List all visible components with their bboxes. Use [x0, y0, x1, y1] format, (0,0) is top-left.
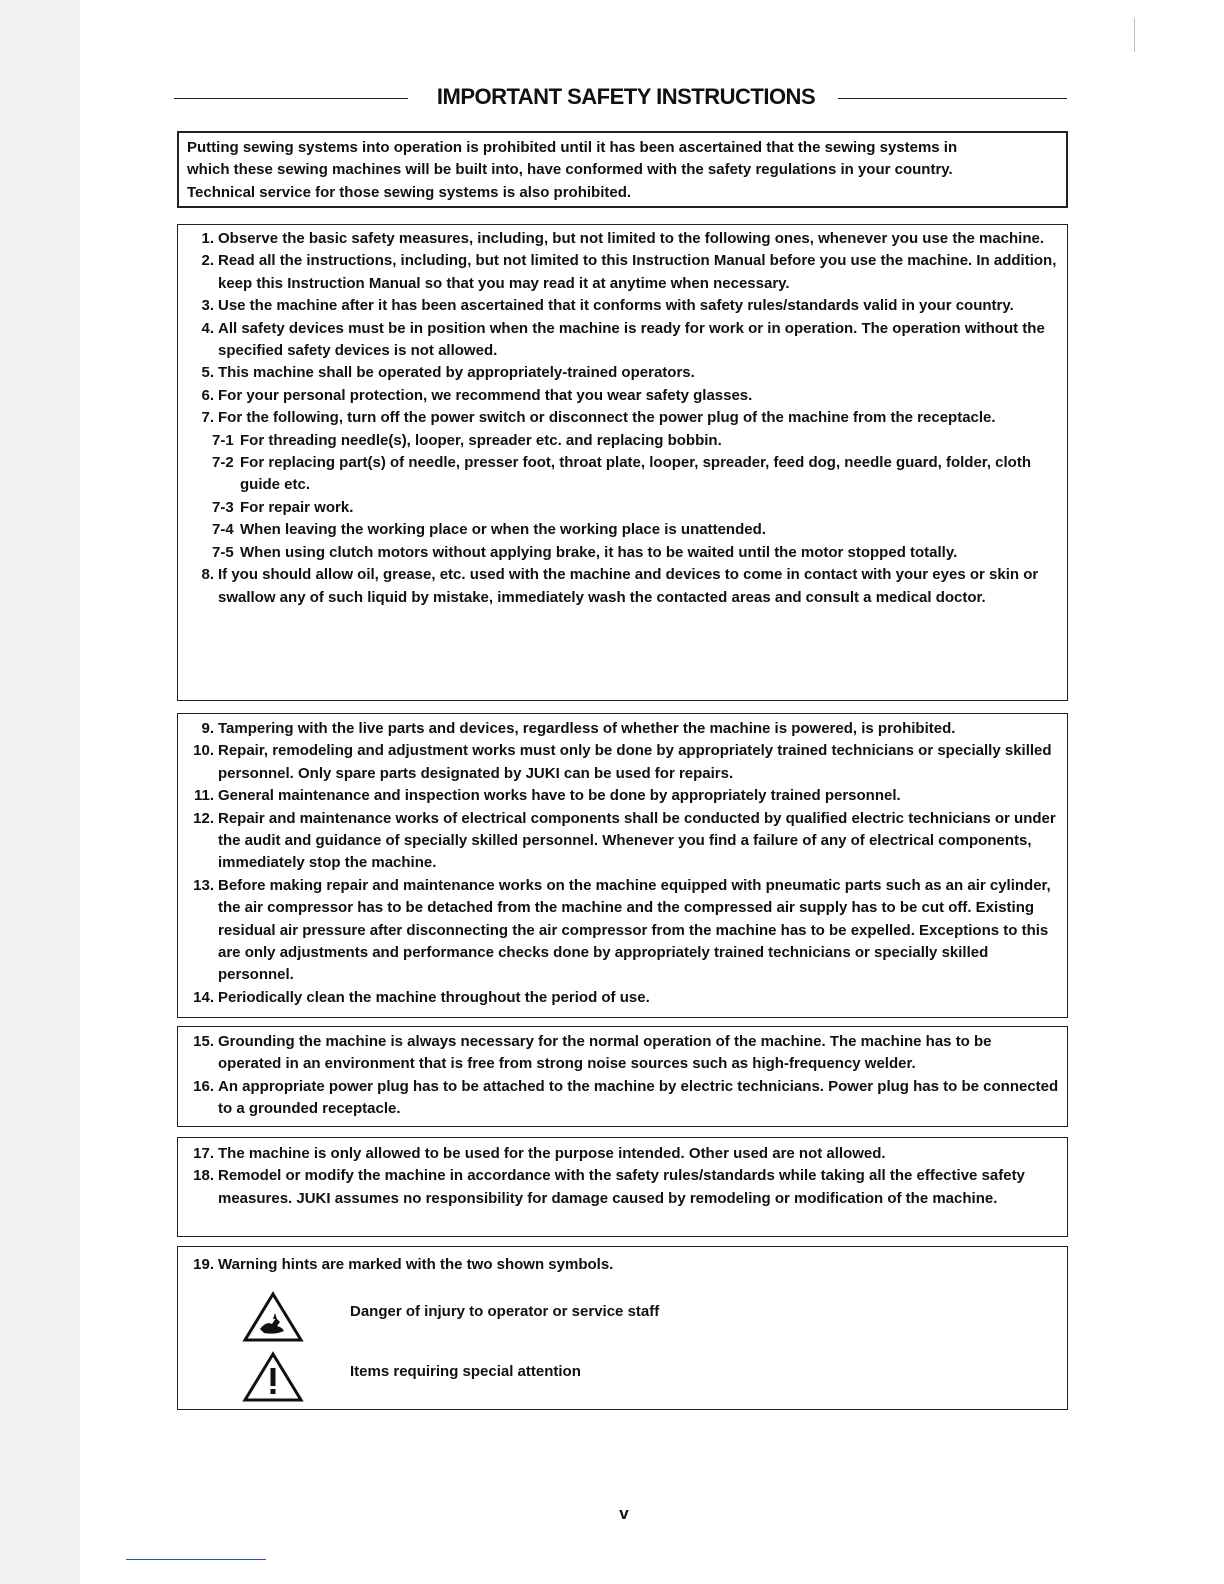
title-rule-right [838, 98, 1067, 99]
sub-item-number: 7-5 [212, 543, 234, 561]
instruction-box-5 [177, 1246, 1068, 1410]
title-rule-left [174, 98, 408, 99]
item-number: 13. [193, 876, 214, 894]
item-text: If you should allow oil, grease, etc. used with the machine and devices to come in contact with your eyes or skin or swallow any of such liquid by mistake, immediately wash the contacted areas and consult a medical doctor. [218, 566, 1039, 606]
item-number: 9. [201, 720, 214, 737]
item-text: For the following, turn off the power switch or disconnect the power plug of the machine from the receptacle. [218, 409, 996, 427]
instruction-box-2 [177, 713, 1068, 1018]
item-number: 2. [201, 252, 214, 270]
item-number: 1. [201, 230, 214, 247]
sub-item [178, 542, 1059, 564]
item-text: Warning hints are marked with the two shown symbols. [218, 1256, 614, 1273]
item-number: 14. [193, 988, 214, 1006]
sub-item-number: 7-3 [212, 498, 234, 516]
item-number: 15. [193, 1033, 214, 1050]
sub-item [178, 519, 1059, 541]
intro-line: Technical service for those sewing systems is also prohibited. [187, 183, 632, 201]
symbol-label: Items requiring special attention [350, 1363, 581, 1380]
sub-item-text: For threading needle(s), looper, spreader etc. and replacing bobbin. [240, 431, 722, 449]
item-number: 19. [193, 1256, 214, 1273]
item-text: General maintenance and inspection works have to be done by appropriately trained personnel. [218, 787, 901, 805]
sub-item-number: 7-1 [212, 431, 234, 449]
item-text: Tampering with the live parts and devices, regardless of whether the machine is powered, is prohibited. [218, 720, 956, 737]
instruction-box-3 [177, 1026, 1068, 1127]
list-item [178, 785, 1059, 807]
intro-box [177, 131, 1068, 208]
list-item [178, 250, 1059, 295]
item-number: 4. [201, 319, 214, 337]
page-title: IMPORTANT SAFETY INSTRUCTIONS [436, 84, 816, 109]
scan-gutter [0, 0, 80, 1584]
item-text: All safety devices must be in position when the machine is ready for work or in operation. The operation without the specified safety devices is not allowed. [218, 319, 1045, 360]
list-item [178, 1165, 1059, 1210]
sub-item [178, 497, 1059, 519]
item-text: An appropriate power plug has to be attached to the machine by electric technicians. Power plug has to be connected to a grounded receptacle. [218, 1077, 1059, 1118]
list-item [178, 740, 1059, 785]
item-text: For your personal protection, we recommend that you wear safety glasses. [218, 386, 753, 404]
list-item [178, 808, 1059, 875]
sub-item-number: 7-2 [212, 454, 234, 472]
sub-item-text: When leaving the working place or when the working place is unattended. [240, 521, 766, 539]
title-row [174, 84, 1067, 112]
item-text: Use the machine after it has been ascertained that it conforms with safety rules/standards valid in your country. [218, 297, 1014, 315]
item-number: 11. [193, 787, 214, 805]
symbol-row [242, 1351, 942, 1411]
sub-item [178, 452, 1059, 497]
symbol-label: Danger of injury to operator or service staff [350, 1303, 660, 1320]
sub-item-text: For repair work. [240, 498, 354, 516]
item-text: Read all the instructions, including, but not limited to this Instruction Manual before you use the machine. In addition, keep this Instruction Manual so that you may read it at anytime when necessary. [218, 252, 1057, 292]
item-text: Remodel or modify the machine in accordance with the safety rules/standards while taking all the effective safety measures. JUKI assumes no responsibility for damage caused by remodeling or modification of the machine. [218, 1167, 1025, 1207]
item-text: Repair and maintenance works of electrical components shall be conducted by qualified electric technicians or under the audit and guidance of specially skilled personnel. Whenever you find a failure of any of electrical components, immediately stop the machine. [218, 809, 1056, 872]
list-item [178, 318, 1059, 363]
margin-mark [1134, 18, 1135, 52]
item-text: Periodically clean the machine throughout the period of use. [218, 988, 650, 1006]
item-text: The machine is only allowed to be used for the purpose intended. Other used are not allowed. [218, 1145, 886, 1162]
list-item [178, 362, 1059, 384]
list-item [178, 295, 1059, 317]
item-number: 8. [201, 566, 214, 584]
list-item [178, 1143, 1059, 1165]
list-item [178, 1254, 1059, 1276]
exclamation-warning-icon [242, 1351, 304, 1403]
item-text: Observe the basic safety measures, including, but not limited to the following ones, whenever you use the machine. [218, 230, 1045, 247]
item-number: 17. [193, 1145, 214, 1162]
page-number: v [619, 1504, 629, 1523]
list-item [178, 228, 1059, 250]
item-text: Grounding the machine is always necessary for the normal operation of the machine. The machine has to be operated in an environment that is free from strong noise sources such as high-frequency welder. [218, 1033, 992, 1073]
sub-item-text: For replacing part(s) of needle, presser foot, throat plate, looper, spreader, feed dog, needle guard, folder, cloth guide etc. [240, 454, 1031, 494]
list-item [178, 407, 1059, 429]
item-number: 5. [201, 364, 214, 382]
symbol-row [242, 1291, 942, 1351]
hand-injury-warning-icon [242, 1291, 304, 1343]
item-number: 6. [201, 386, 214, 404]
instruction-box-4 [177, 1137, 1068, 1237]
sub-item [178, 430, 1059, 452]
item-text: Before making repair and maintenance works on the machine equipped with pneumatic parts such as an air cylinder, the air compressor has to be detached from the machine and the compressed air supply has to be cut off. Existing residual air pressure after disconnecting the air compressor from the machine has to be expelled. Exceptions to this are only adjustments and performance checks done by appropriately trained technicians or specially skilled personnel. [218, 876, 1051, 984]
item-number: 18. [193, 1167, 214, 1185]
item-number: 3. [201, 297, 214, 315]
item-number: 16. [193, 1077, 214, 1095]
item-number: 12. [193, 809, 214, 827]
list-item [178, 1076, 1059, 1121]
sub-item-number: 7-4 [212, 521, 234, 539]
list-item [178, 987, 1059, 1009]
list-item [178, 718, 1059, 740]
sub-item-text: When using clutch motors without applying brake, it has to be waited until the motor stopped totally. [240, 543, 958, 561]
intro-line: which these sewing machines will be built into, have conformed with the safety regulations in your country. [187, 161, 953, 179]
instruction-box-1 [177, 224, 1068, 701]
item-number: 7. [201, 409, 214, 427]
list-item [178, 564, 1059, 609]
list-item [178, 385, 1059, 407]
intro-line: Putting sewing systems into operation is prohibited until it has been ascertained that the sewing systems in [187, 139, 958, 156]
list-item [178, 875, 1059, 987]
item-number: 10. [193, 742, 214, 760]
item-text: Repair, remodeling and adjustment works must only be done by appropriately trained technicians or specially skilled personnel. Only spare parts designated by JUKI can be used for repairs. [218, 742, 1052, 782]
item-text: This machine shall be operated by appropriately-trained operators. [218, 364, 695, 382]
list-item [178, 1031, 1059, 1076]
corner-rule [126, 1559, 266, 1560]
